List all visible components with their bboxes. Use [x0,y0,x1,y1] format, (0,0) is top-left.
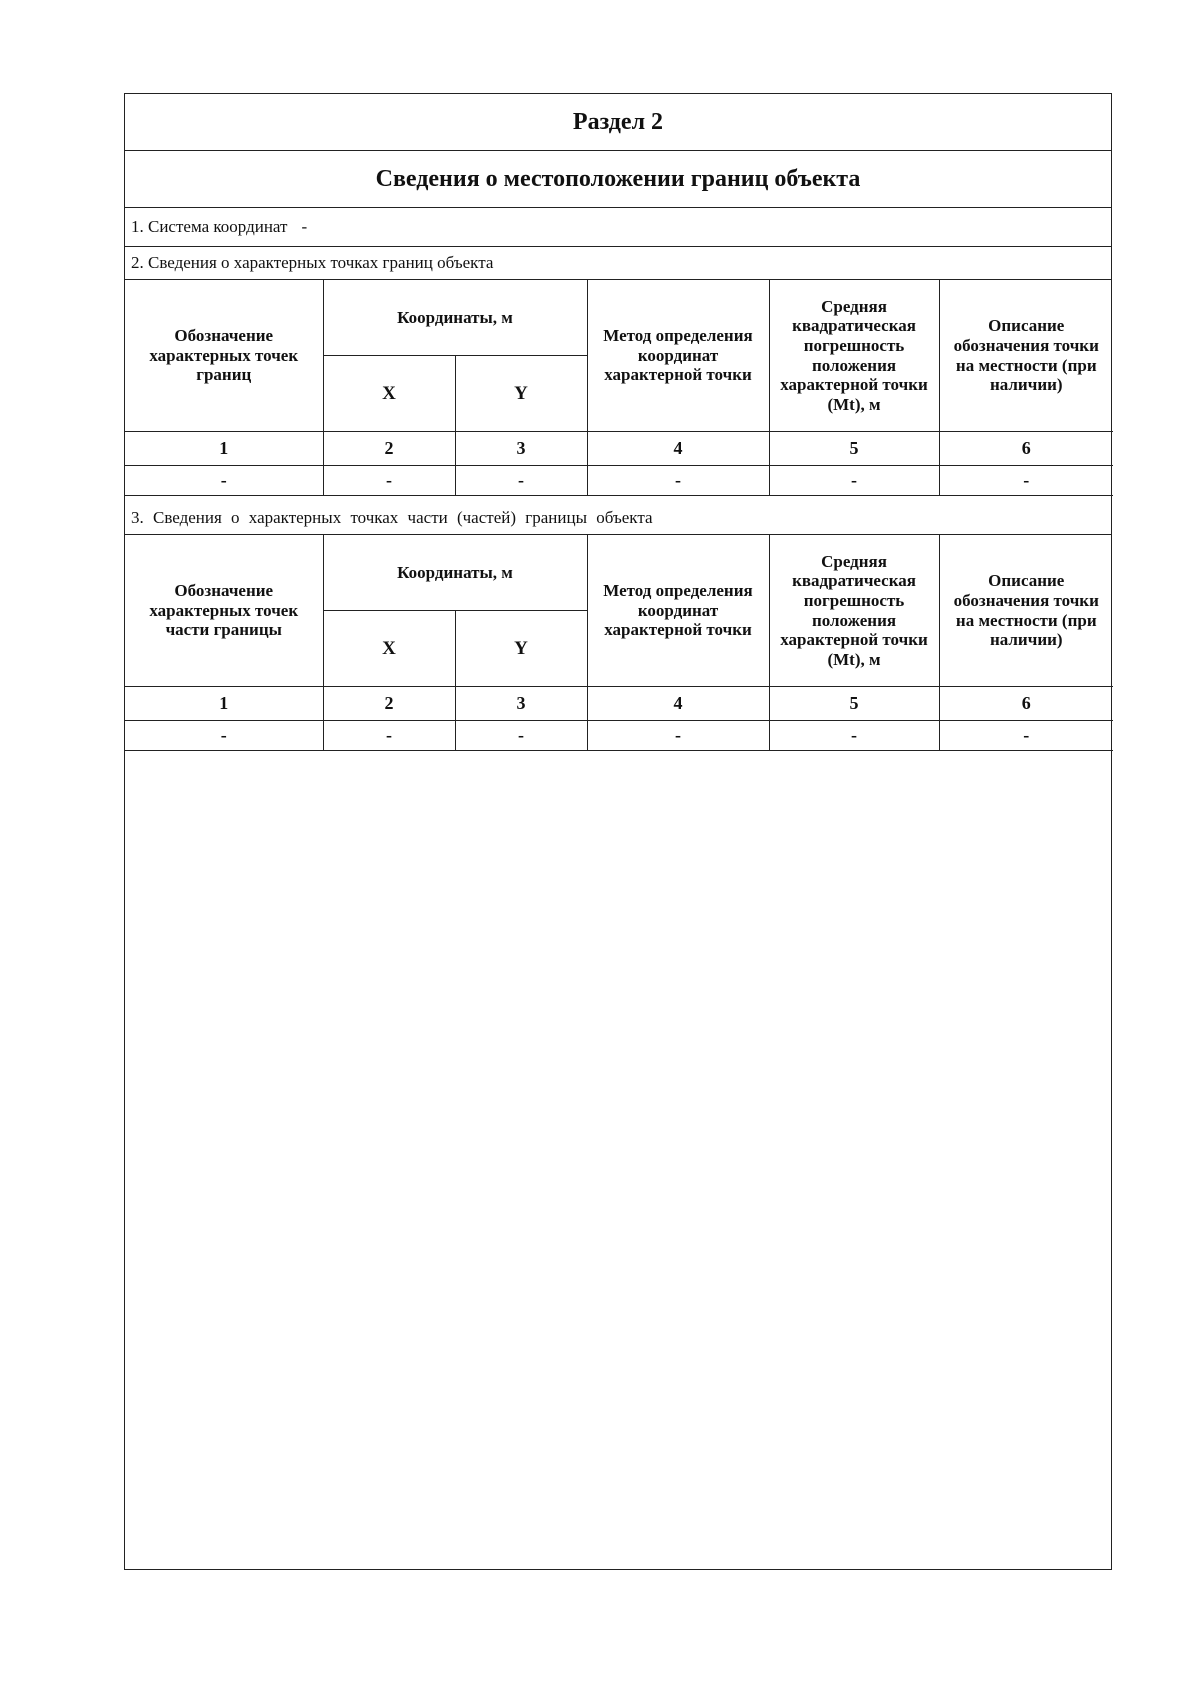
table-cell: - [769,721,939,751]
header-method: Метод определения координат характерной точки [587,280,769,432]
boundary-points-heading-text: 2. Сведения о характерных точках границ объекта [131,253,494,272]
table-cell: - [323,466,455,496]
section-title [125,94,1111,151]
table-header-row [125,535,1113,611]
table-cell: - [125,721,323,751]
table-header-row [125,280,1113,356]
table-cell: - [455,721,587,751]
header-x: X [323,356,455,432]
column-number: 2 [323,687,455,721]
boundary-points-table [125,280,1113,496]
header-description: Описание обозначения точки на местности (при наличии) [939,535,1113,687]
column-number: 4 [587,432,769,466]
header-x: X [323,611,455,687]
part-boundary-points-heading [125,502,1111,535]
table-cell: - [769,466,939,496]
coordinate-system-value: - [301,217,308,236]
table-cell: - [939,466,1113,496]
table-cell: - [455,466,587,496]
section-subtitle-text: Сведения о местоположении границ объекта [375,165,861,192]
header-error: Средняя квадратическая погрешность положения характерной точки (Mt), м [769,535,939,687]
header-coordinates: Координаты, м [323,280,587,356]
column-number-row [125,687,1113,721]
header-designation: Обозначение характерных точек границ [125,280,323,432]
column-number: 3 [455,432,587,466]
form-frame [124,93,1112,1570]
section-subtitle [125,151,1111,208]
header-description: Описание обозначения точки на местности (при наличии) [939,280,1113,432]
coordinate-system-row [125,208,1111,247]
table-cell: - [939,721,1113,751]
column-number: 5 [769,687,939,721]
header-method: Метод определения координат характерной точки [587,535,769,687]
table-cell: - [323,721,455,751]
section-title-text: Раздел 2 [572,108,664,135]
table-cell: - [587,721,769,751]
part-boundary-points-table [125,535,1113,751]
header-coordinates: Координаты, м [323,535,587,611]
column-number: 1 [125,687,323,721]
header-designation: Обозначение характерных точек части границы [125,535,323,687]
column-number: 6 [939,432,1113,466]
column-number: 2 [323,432,455,466]
table-cell: - [125,466,323,496]
column-number: 4 [587,687,769,721]
column-number: 3 [455,687,587,721]
header-error: Средняя квадратическая погрешность положения характерной точки (Mt), м [769,280,939,432]
column-number: 6 [939,687,1113,721]
part-boundary-points-heading-text: 3. Сведения о характерных точках части (частей) границы объекта [131,508,653,527]
column-number: 5 [769,432,939,466]
column-number: 1 [125,432,323,466]
table-row [125,721,1113,751]
table-row [125,466,1113,496]
boundary-points-heading [125,247,1111,280]
header-y: Y [455,611,587,687]
table-cell: - [587,466,769,496]
coordinate-system-label: 1. Система координат [131,217,288,236]
column-number-row [125,432,1113,466]
header-y: Y [455,356,587,432]
